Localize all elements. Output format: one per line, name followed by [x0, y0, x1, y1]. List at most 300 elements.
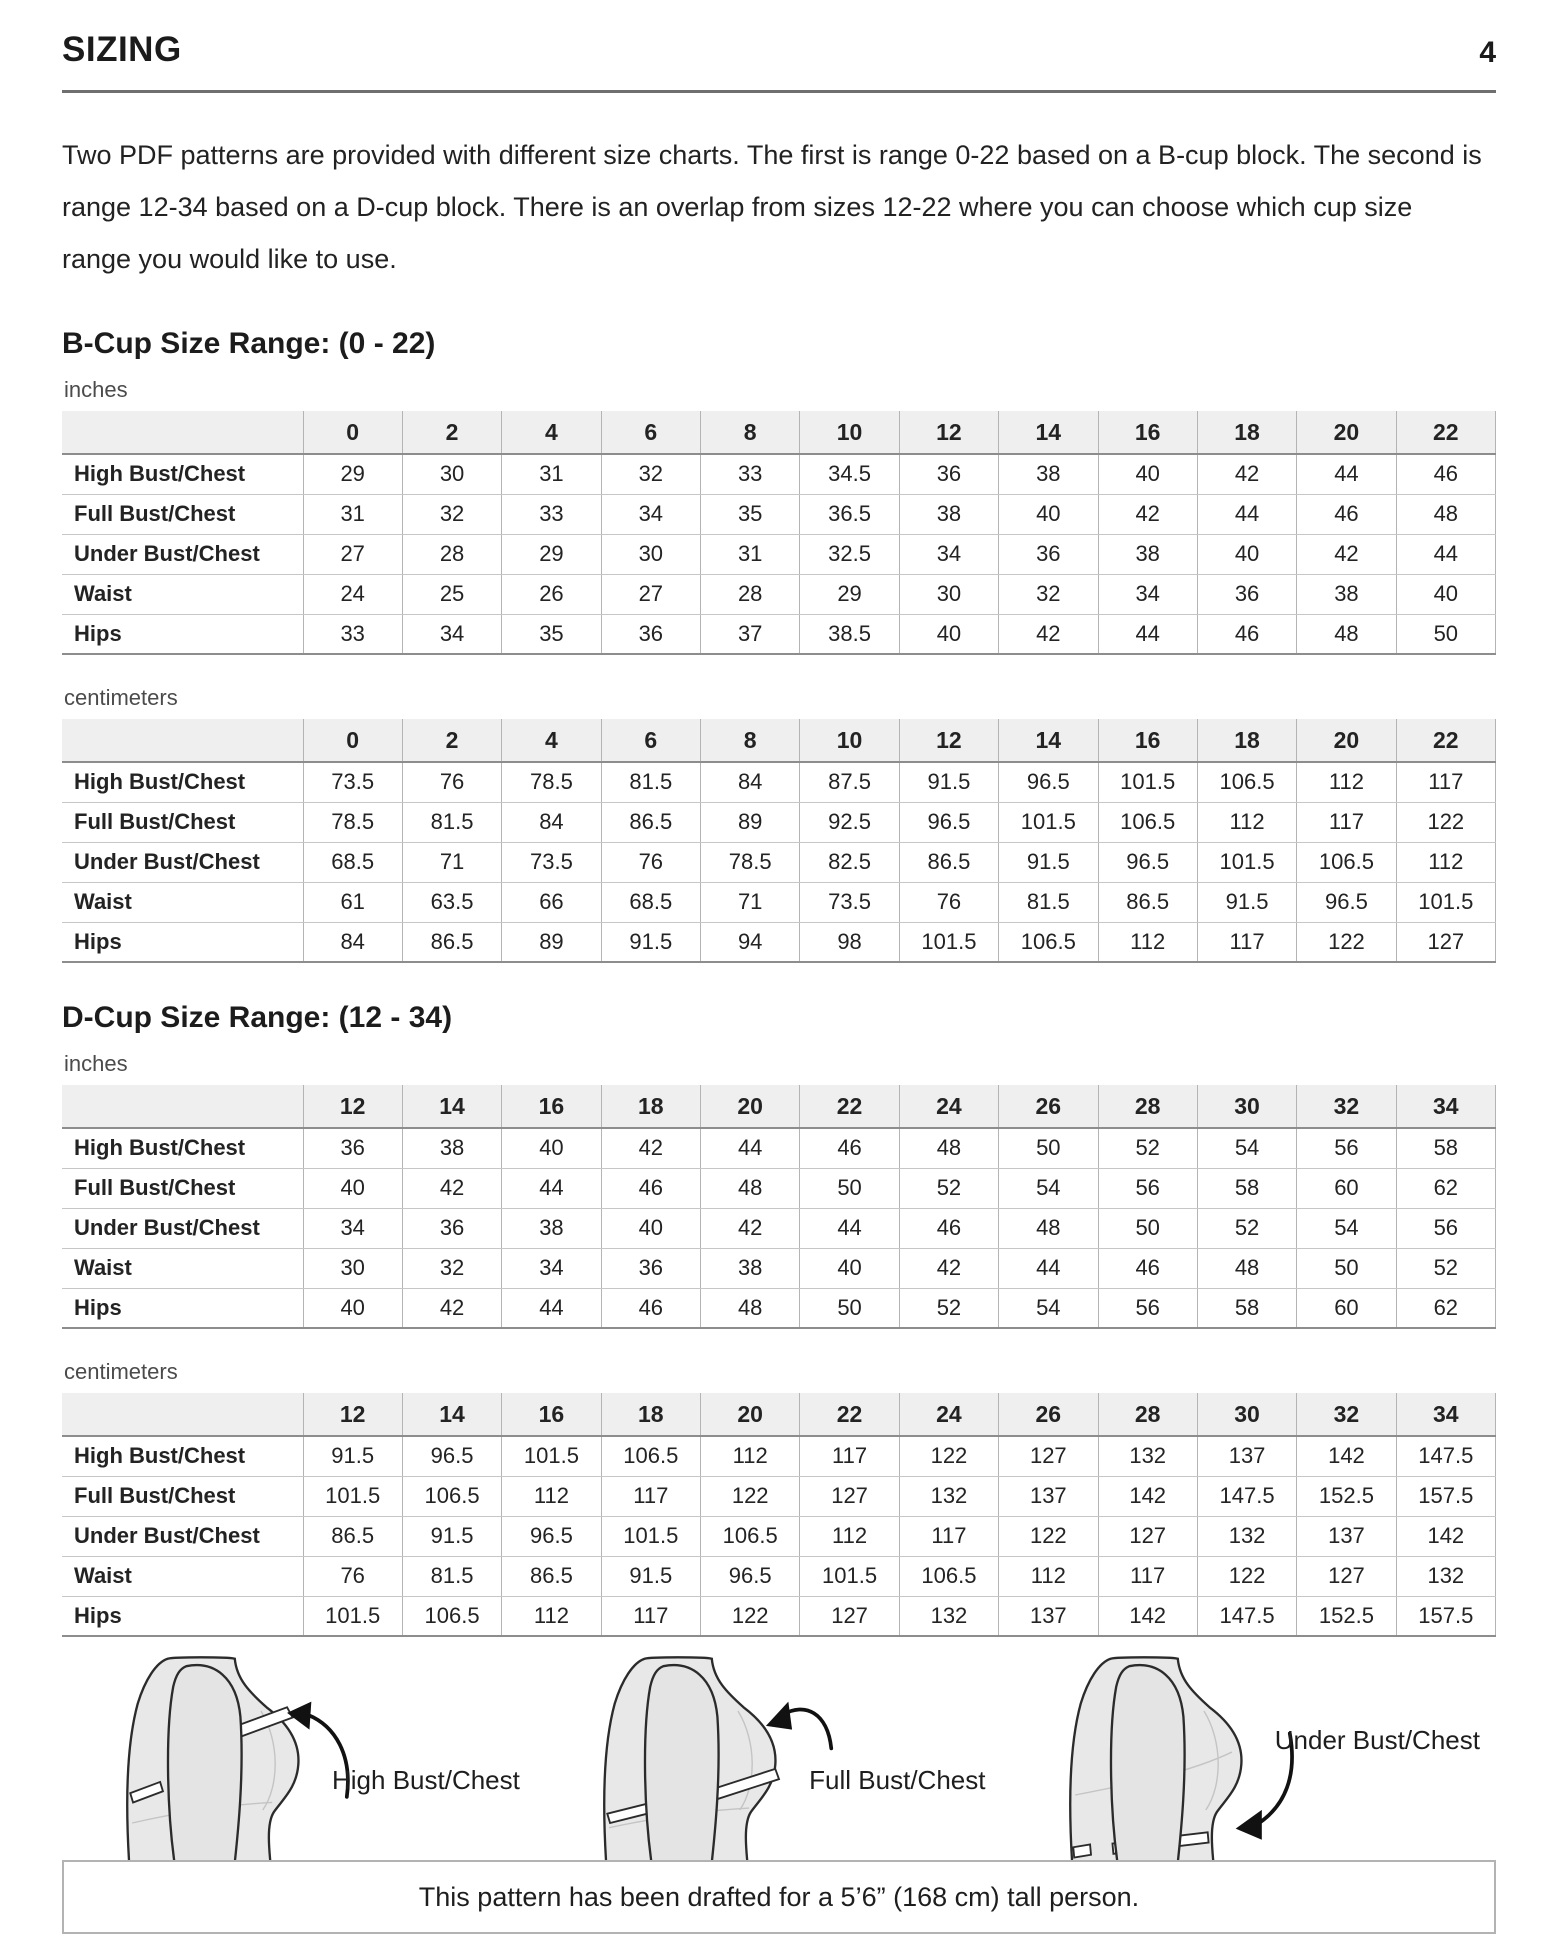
bcup-centimeters-table-container: [62, 719, 1496, 963]
size-column-header: 6: [601, 719, 700, 762]
measurement-label: Full Bust/Chest: [62, 494, 303, 534]
measurement-value: 54: [999, 1288, 1098, 1328]
measurement-value: 91.5: [1197, 882, 1296, 922]
measurement-label: Hips: [62, 922, 303, 962]
measurement-value: 58: [1396, 1128, 1495, 1168]
measurement-value: 157.5: [1396, 1476, 1495, 1516]
measurement-value: 42: [402, 1168, 501, 1208]
measurement-value: 61: [303, 882, 402, 922]
measurement-value: 48: [1396, 494, 1495, 534]
measurement-value: 29: [303, 454, 402, 494]
measurement-row: [62, 1208, 1496, 1248]
measurement-value: 117: [601, 1476, 700, 1516]
size-column-header: 6: [601, 411, 700, 454]
measurement-value: 34: [601, 494, 700, 534]
measurement-value: 91.5: [601, 1556, 700, 1596]
measurement-value: 152.5: [1297, 1476, 1396, 1516]
size-column-header: 18: [601, 1085, 700, 1128]
measurement-value: 60: [1297, 1288, 1396, 1328]
measurement-row: [62, 922, 1496, 962]
measurement-label: Full Bust/Chest: [62, 1476, 303, 1516]
measurement-value: 112: [1396, 842, 1495, 882]
intro-paragraph: Two PDF patterns are provided with different size charts. The first is range 0-22 based on a B-cup block. The second is range 12-34 based on a D-cup block. There is an overlap from sizes 12-22 where you can choose which cup size range you would like to use.: [62, 140, 1482, 274]
measurement-value: 35: [502, 614, 601, 654]
measurement-label: Waist: [62, 882, 303, 922]
corner-cell: [62, 411, 303, 454]
size-column-header: 0: [303, 411, 402, 454]
measurement-value: 52: [1098, 1128, 1197, 1168]
measurement-value: 112: [1297, 762, 1396, 802]
measurement-label: Under Bust/Chest: [62, 1516, 303, 1556]
measurement-value: 112: [502, 1596, 601, 1636]
measurement-value: 96.5: [1297, 882, 1396, 922]
measurement-value: 40: [899, 614, 998, 654]
measurement-value: 82.5: [800, 842, 899, 882]
measurement-value: 142: [1098, 1596, 1197, 1636]
size-column-header: 14: [999, 719, 1098, 762]
measurement-value: 46: [601, 1168, 700, 1208]
measurement-value: 86.5: [303, 1516, 402, 1556]
measurement-value: 27: [303, 534, 402, 574]
measurement-value: 50: [800, 1288, 899, 1328]
measurement-value: 127: [1098, 1516, 1197, 1556]
measurement-row: [62, 534, 1496, 574]
measurement-value: 112: [502, 1476, 601, 1516]
size-column-header: 16: [502, 1085, 601, 1128]
measurement-value: 132: [1098, 1436, 1197, 1476]
measurement-value: 42: [899, 1248, 998, 1288]
measurement-label: Full Bust/Chest: [62, 1168, 303, 1208]
measurement-label: Full Bust/Chest: [62, 802, 303, 842]
size-column-header: 20: [701, 1085, 800, 1128]
measurement-row: [62, 762, 1496, 802]
unit-label: inches: [64, 1051, 128, 1076]
measurement-value: 91.5: [402, 1516, 501, 1556]
measurement-value: 38: [1098, 534, 1197, 574]
measurement-value: 24: [303, 574, 402, 614]
measurement-value: 50: [1098, 1208, 1197, 1248]
measurement-value: 38.5: [800, 614, 899, 654]
measurement-value: 112: [1098, 922, 1197, 962]
measurement-value: 106.5: [999, 922, 1098, 962]
measurement-value: 112: [701, 1436, 800, 1476]
size-header-row: [62, 719, 1496, 762]
measurement-value: 30: [899, 574, 998, 614]
measurement-value: 30: [402, 454, 501, 494]
measurement-value: 101.5: [1098, 762, 1197, 802]
unit-label: inches: [64, 377, 128, 402]
measurement-label: Under Bust/Chest: [62, 1208, 303, 1248]
measurement-value: 101.5: [1396, 882, 1495, 922]
size-table: [62, 1085, 1496, 1329]
size-column-header: 22: [800, 1085, 899, 1128]
unit-label: centimeters: [64, 685, 178, 710]
size-column-header: 0: [303, 719, 402, 762]
measurement-value: 101.5: [601, 1516, 700, 1556]
measurement-value: 42: [701, 1208, 800, 1248]
measurement-value: 112: [1197, 802, 1296, 842]
measurement-label: High Bust/Chest: [62, 454, 303, 494]
measurement-value: 38: [701, 1248, 800, 1288]
size-table: [62, 411, 1496, 655]
measurement-value: 31: [701, 534, 800, 574]
size-column-header: 26: [999, 1085, 1098, 1128]
measurement-label: Hips: [62, 1596, 303, 1636]
measurement-value: 96.5: [502, 1516, 601, 1556]
measurement-value: 101.5: [1197, 842, 1296, 882]
measurement-value: 106.5: [899, 1556, 998, 1596]
measurement-value: 91.5: [999, 842, 1098, 882]
size-column-header: 34: [1396, 1393, 1495, 1436]
measurement-row: [62, 1436, 1496, 1476]
measurement-value: 96.5: [701, 1556, 800, 1596]
measurement-value: 36.5: [800, 494, 899, 534]
measurement-label: High Bust/Chest: [62, 1436, 303, 1476]
measurement-value: 32: [601, 454, 700, 494]
measurement-label: Hips: [62, 614, 303, 654]
measurement-value: 71: [701, 882, 800, 922]
measurement-value: 25: [402, 574, 501, 614]
unit-label: centimeters: [64, 1359, 178, 1384]
measurement-value: 106.5: [402, 1596, 501, 1636]
measurement-value: 46: [1297, 494, 1396, 534]
measurement-value: 44: [1197, 494, 1296, 534]
measurement-label: High Bust/Chest: [62, 1128, 303, 1168]
measurement-value: 96.5: [1098, 842, 1197, 882]
corner-cell: [62, 1085, 303, 1128]
measurement-value: 86.5: [1098, 882, 1197, 922]
measurement-value: 98: [800, 922, 899, 962]
measurement-value: 48: [1197, 1248, 1296, 1288]
header-rule: [62, 90, 1496, 93]
measurement-value: 132: [1197, 1516, 1296, 1556]
footer-note-text: This pattern has been drafted for a 5’6” (168 cm) tall person.: [418, 1881, 1140, 1912]
measurement-value: 48: [701, 1288, 800, 1328]
measurement-value: 40: [800, 1248, 899, 1288]
size-column-header: 20: [701, 1393, 800, 1436]
measurement-value: 38: [899, 494, 998, 534]
measurement-value: 54: [1197, 1128, 1296, 1168]
measurement-value: 84: [502, 802, 601, 842]
corner-cell: [62, 1393, 303, 1436]
measurement-value: 44: [800, 1208, 899, 1248]
measurement-value: 50: [1297, 1248, 1396, 1288]
measurement-value: 60: [1297, 1168, 1396, 1208]
size-column-header: 28: [1098, 1085, 1197, 1128]
size-header-row: [62, 411, 1496, 454]
measurement-value: 76: [601, 842, 700, 882]
measurement-label: Hips: [62, 1288, 303, 1328]
measurement-value: 38: [999, 454, 1098, 494]
section-heading-dcup: D-Cup Size Range: (12 - 34): [62, 1001, 453, 1034]
measurement-value: 78.5: [303, 802, 402, 842]
measurement-value: 34: [303, 1208, 402, 1248]
size-column-header: 12: [303, 1393, 402, 1436]
measurement-value: 27: [601, 574, 700, 614]
measurement-value: 86.5: [899, 842, 998, 882]
measurement-value: 44: [701, 1128, 800, 1168]
measurement-figures: [62, 1647, 1496, 1860]
dcup-centimeters-table-container: [62, 1393, 1496, 1637]
measurement-value: 36: [999, 534, 1098, 574]
measurement-value: 56: [1098, 1168, 1197, 1208]
measurement-value: 78.5: [502, 762, 601, 802]
size-table: [62, 719, 1496, 963]
size-column-header: 2: [402, 719, 501, 762]
size-column-header: 32: [1297, 1085, 1396, 1128]
measurement-value: 26: [502, 574, 601, 614]
measurement-value: 137: [1197, 1436, 1296, 1476]
measurement-value: 91.5: [601, 922, 700, 962]
measurement-value: 36: [303, 1128, 402, 1168]
size-header-row: [62, 1085, 1496, 1128]
section-dcup: [62, 1001, 1496, 1637]
measurement-value: 40: [303, 1168, 402, 1208]
measurement-value: 46: [1197, 614, 1296, 654]
measurement-value: 73.5: [800, 882, 899, 922]
measurement-value: 36: [402, 1208, 501, 1248]
measurement-value: 137: [999, 1596, 1098, 1636]
measurement-value: 147.5: [1396, 1436, 1495, 1476]
size-column-header: 30: [1197, 1085, 1296, 1128]
size-column-header: 24: [899, 1393, 998, 1436]
measurement-row: [62, 614, 1496, 654]
measurement-value: 33: [502, 494, 601, 534]
measurement-value: 142: [1396, 1516, 1495, 1556]
measurement-value: 33: [701, 454, 800, 494]
measurement-value: 101.5: [999, 802, 1098, 842]
measurement-value: 46: [1098, 1248, 1197, 1288]
size-column-header: 16: [502, 1393, 601, 1436]
measurement-value: 48: [701, 1168, 800, 1208]
measurement-value: 52: [1197, 1208, 1296, 1248]
measurement-value: 30: [601, 534, 700, 574]
measurement-value: 76: [303, 1556, 402, 1596]
size-column-header: 32: [1297, 1393, 1396, 1436]
measurement-value: 34.5: [800, 454, 899, 494]
measurement-value: 101.5: [303, 1596, 402, 1636]
measurement-value: 132: [899, 1476, 998, 1516]
measurement-value: 117: [800, 1436, 899, 1476]
measurement-label: High Bust/Chest: [62, 762, 303, 802]
measurement-value: 42: [999, 614, 1098, 654]
measurement-value: 36: [1197, 574, 1296, 614]
measurement-value: 48: [999, 1208, 1098, 1248]
measurement-value: 50: [999, 1128, 1098, 1168]
measurement-value: 38: [402, 1128, 501, 1168]
measurement-value: 112: [999, 1556, 1098, 1596]
measurement-value: 44: [1297, 454, 1396, 494]
measurement-value: 157.5: [1396, 1596, 1495, 1636]
measurement-value: 117: [1297, 802, 1396, 842]
measurement-value: 137: [999, 1476, 1098, 1516]
measurement-value: 76: [402, 762, 501, 802]
figure-under-bust: [1021, 1647, 1480, 1860]
size-column-header: 2: [402, 411, 501, 454]
footer-note-box: [62, 1860, 1496, 1934]
size-column-header: 22: [800, 1393, 899, 1436]
torso-illustration-full-bust: [555, 1647, 835, 1860]
measurement-value: 52: [1396, 1248, 1495, 1288]
measurement-value: 40: [1098, 454, 1197, 494]
measurement-value: 76: [899, 882, 998, 922]
measurement-label: Waist: [62, 1556, 303, 1596]
measurement-value: 132: [1396, 1556, 1495, 1596]
measurement-value: 106.5: [1098, 802, 1197, 842]
measurement-value: 147.5: [1197, 1476, 1296, 1516]
measurement-value: 36: [899, 454, 998, 494]
measurement-value: 106.5: [701, 1516, 800, 1556]
measurement-value: 91.5: [899, 762, 998, 802]
measurement-value: 28: [402, 534, 501, 574]
measurement-value: 112: [800, 1516, 899, 1556]
measurement-value: 34: [899, 534, 998, 574]
size-column-header: 18: [601, 1393, 700, 1436]
size-column-header: 10: [800, 719, 899, 762]
size-column-header: 18: [1197, 719, 1296, 762]
measurement-value: 122: [899, 1436, 998, 1476]
measurement-value: 127: [999, 1436, 1098, 1476]
section-heading-bcup: B-Cup Size Range: (0 - 22): [62, 327, 436, 360]
measurement-value: 81.5: [402, 802, 501, 842]
measurement-value: 117: [899, 1516, 998, 1556]
measurement-value: 56: [1098, 1288, 1197, 1328]
measurement-value: 106.5: [1197, 762, 1296, 802]
measurement-value: 40: [502, 1128, 601, 1168]
figure-label: Under Bust/Chest: [1274, 1725, 1480, 1755]
measurement-value: 122: [1197, 1556, 1296, 1596]
measurement-value: 117: [601, 1596, 700, 1636]
size-column-header: 22: [1396, 719, 1495, 762]
measurement-row: [62, 454, 1496, 494]
measurement-value: 137: [1297, 1516, 1396, 1556]
dcup-inches-table-container: [62, 1085, 1496, 1329]
measurement-value: 78.5: [701, 842, 800, 882]
measurement-value: 86.5: [601, 802, 700, 842]
measurement-value: 142: [1297, 1436, 1396, 1476]
measurement-value: 73.5: [502, 842, 601, 882]
measurement-value: 30: [303, 1248, 402, 1288]
size-column-header: 14: [402, 1393, 501, 1436]
measurement-value: 56: [1297, 1128, 1396, 1168]
measurement-row: [62, 1516, 1496, 1556]
measurement-value: 87.5: [800, 762, 899, 802]
measurement-value: 58: [1197, 1168, 1296, 1208]
measurement-value: 50: [800, 1168, 899, 1208]
measurement-value: 84: [303, 922, 402, 962]
measurement-value: 106.5: [601, 1436, 700, 1476]
measurement-label: Under Bust/Chest: [62, 534, 303, 574]
measurement-value: 36: [601, 1248, 700, 1288]
measurement-row: [62, 1556, 1496, 1596]
measurement-value: 86.5: [502, 1556, 601, 1596]
figure-high-bust: [78, 1647, 520, 1860]
measurement-value: 29: [502, 534, 601, 574]
measurement-row: [62, 1476, 1496, 1516]
size-column-header: 4: [502, 719, 601, 762]
measurement-value: 94: [701, 922, 800, 962]
torso-illustration-high-bust: [78, 1647, 358, 1860]
measurement-value: 89: [701, 802, 800, 842]
section-bcup: [62, 327, 1496, 963]
measurement-value: 84: [701, 762, 800, 802]
size-column-header: 18: [1197, 411, 1296, 454]
measurement-value: 68.5: [303, 842, 402, 882]
measurement-value: 152.5: [1297, 1596, 1396, 1636]
page-title: SIZING: [62, 30, 182, 69]
measurement-row: [62, 842, 1496, 882]
size-column-header: 4: [502, 411, 601, 454]
measurement-value: 52: [899, 1168, 998, 1208]
measurement-value: 89: [502, 922, 601, 962]
size-header-row: [62, 1393, 1496, 1436]
measurement-value: 117: [1197, 922, 1296, 962]
measurement-value: 101.5: [502, 1436, 601, 1476]
measurement-row: [62, 882, 1496, 922]
measurement-value: 40: [303, 1288, 402, 1328]
measurement-value: 106.5: [402, 1476, 501, 1516]
measurement-row: [62, 1248, 1496, 1288]
measurement-value: 62: [1396, 1288, 1495, 1328]
measurement-value: 40: [601, 1208, 700, 1248]
measurement-value: 96.5: [999, 762, 1098, 802]
measurement-value: 35: [701, 494, 800, 534]
size-column-header: 20: [1297, 719, 1396, 762]
measurement-value: 86.5: [402, 922, 501, 962]
measurement-value: 32: [999, 574, 1098, 614]
measurement-value: 46: [800, 1128, 899, 1168]
measurement-value: 42: [402, 1288, 501, 1328]
measurement-value: 42: [1098, 494, 1197, 534]
measurement-value: 38: [502, 1208, 601, 1248]
measurement-row: [62, 802, 1496, 842]
measurement-value: 81.5: [999, 882, 1098, 922]
measurement-value: 117: [1396, 762, 1495, 802]
figure-label: High Bust/Chest: [332, 1765, 520, 1795]
size-table: [62, 1393, 1496, 1637]
size-column-header: 22: [1396, 411, 1495, 454]
size-column-header: 12: [899, 719, 998, 762]
measurement-value: 106.5: [1297, 842, 1396, 882]
measurement-value: 122: [701, 1476, 800, 1516]
measurement-value: 73.5: [303, 762, 402, 802]
measurement-value: 127: [800, 1596, 899, 1636]
measurement-value: 46: [601, 1288, 700, 1328]
measurement-value: 96.5: [402, 1436, 501, 1476]
measurement-value: 71: [402, 842, 501, 882]
measurement-value: 44: [502, 1288, 601, 1328]
bcup-inches-table-container: [62, 411, 1496, 655]
measurement-value: 31: [502, 454, 601, 494]
measurement-value: 91.5: [303, 1436, 402, 1476]
measurement-value: 92.5: [800, 802, 899, 842]
measurement-row: [62, 494, 1496, 534]
measurement-row: [62, 1128, 1496, 1168]
measurement-value: 32: [402, 494, 501, 534]
measurement-value: 101.5: [899, 922, 998, 962]
measurement-value: 127: [1297, 1556, 1396, 1596]
document-header: [62, 30, 1496, 70]
measurement-value: 58: [1197, 1288, 1296, 1328]
measurement-label: Waist: [62, 574, 303, 614]
size-column-header: 16: [1098, 719, 1197, 762]
measurement-value: 96.5: [899, 802, 998, 842]
size-column-header: 24: [899, 1085, 998, 1128]
measurement-value: 122: [1396, 802, 1495, 842]
size-column-header: 14: [402, 1085, 501, 1128]
torso-illustration-under-bust: [1021, 1647, 1301, 1860]
corner-cell: [62, 719, 303, 762]
